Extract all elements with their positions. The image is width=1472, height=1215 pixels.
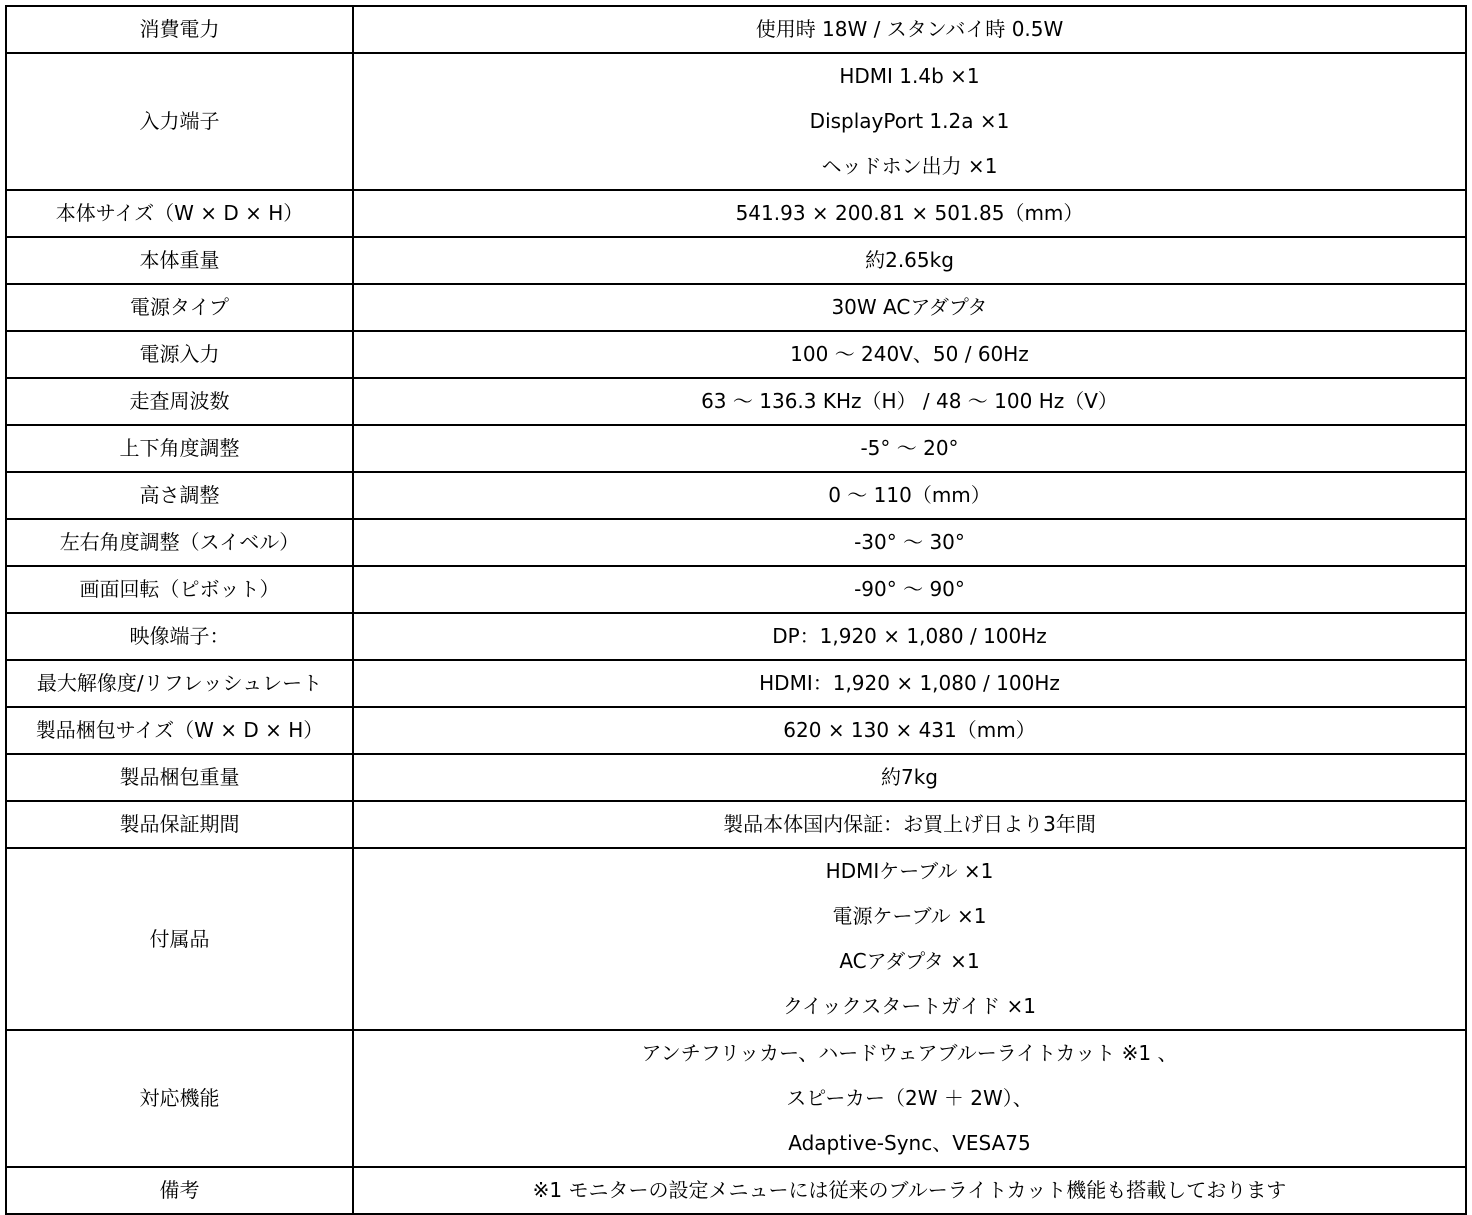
spec-value-line: 約2.65kg: [865, 248, 954, 272]
spec-label: [6, 378, 353, 425]
table-row: [6, 707, 1466, 754]
spec-label: [6, 237, 353, 284]
table-row: [6, 848, 1466, 1030]
spec-label: [6, 190, 353, 237]
spec-value: [353, 754, 1466, 801]
table-row: [6, 284, 1466, 331]
spec-label-text: 対応機能: [139, 1086, 220, 1110]
spec-label: [6, 566, 353, 613]
table-row: [6, 53, 1466, 190]
spec-label-text: 本体重量: [139, 248, 220, 272]
spec-label: [6, 613, 353, 660]
table-row: [6, 190, 1466, 237]
spec-label-text: 上下角度調整: [119, 436, 240, 460]
spec-label-text: 電源タイプ: [130, 295, 229, 319]
spec-value: [353, 660, 1466, 707]
table-row: [6, 472, 1466, 519]
spec-value-line: -90° ～ 90°: [854, 577, 965, 601]
spec-value: [353, 566, 1466, 613]
spec-value-line: HDMI：1,920 × 1,080 / 100Hz: [759, 671, 1060, 695]
spec-label: [6, 284, 353, 331]
table-row: [6, 660, 1466, 707]
spec-value: [353, 1030, 1466, 1167]
spec-value: [353, 1167, 1466, 1214]
table-row: [6, 1167, 1466, 1214]
spec-value: [353, 707, 1466, 754]
spec-label-text: 製品梱包サイズ（W × D × H）: [35, 718, 324, 742]
spec-value: [353, 848, 1466, 1030]
spec-value-line: 0 ～ 110（mm）: [828, 483, 991, 507]
spec-value-line: 620 × 130 × 431（mm）: [783, 718, 1036, 742]
spec-value: [353, 284, 1466, 331]
spec-value-line: DisplayPort 1.2a ×1: [809, 109, 1010, 133]
spec-label-text: 入力端子: [139, 109, 220, 133]
spec-value: [353, 613, 1466, 660]
spec-value-line: -30° ～ 30°: [854, 530, 965, 554]
table-row: [6, 519, 1466, 566]
spec-value-line: HDMI 1.4b ×1: [839, 64, 980, 88]
spec-value: [353, 472, 1466, 519]
spec-label-text: 走査周波数: [129, 389, 230, 413]
spec-label-text: 左右角度調整（スイベル）: [59, 530, 300, 554]
spec-value-line: Adaptive-Sync、VESA75: [788, 1131, 1031, 1155]
spec-label-text: 備考: [159, 1178, 200, 1202]
spec-table-body: [6, 6, 1466, 1214]
spec-value-line: 約7kg: [880, 765, 938, 789]
table-row: [6, 378, 1466, 425]
spec-value-line: ヘッドホン出力 ×1: [821, 154, 998, 178]
table-row: [6, 754, 1466, 801]
spec-label: [6, 801, 353, 848]
spec-label: [6, 6, 353, 53]
spec-label: [6, 53, 353, 190]
spec-table: [5, 5, 1467, 1215]
spec-value-line: 63 ～ 136.3 KHz（H） / 48 ～ 100 Hz（V）: [701, 389, 1118, 413]
spec-label: [6, 660, 353, 707]
table-row: [6, 566, 1466, 613]
spec-label-text: 画面回転（ピボット）: [79, 577, 280, 601]
spec-value: [353, 190, 1466, 237]
table-row: [6, 331, 1466, 378]
spec-label: [6, 519, 353, 566]
spec-label: [6, 848, 353, 1030]
spec-value-line: 541.93 × 200.81 × 501.85（mm）: [735, 201, 1084, 225]
spec-value-line: 30W ACアダプタ: [831, 295, 988, 319]
spec-value: [353, 331, 1466, 378]
spec-value-line: ※1 モニターの設定メニューには従来のブルーライトカット機能も搭載しております: [532, 1178, 1287, 1202]
table-row: [6, 1030, 1466, 1167]
spec-label: [6, 754, 353, 801]
spec-label: [6, 1167, 353, 1214]
table-row: [6, 425, 1466, 472]
spec-label: [6, 472, 353, 519]
table-row: [6, 237, 1466, 284]
spec-value: [353, 378, 1466, 425]
spec-value-line: アンチフリッカー、ハードウェアブルーライトカット ※1 、: [641, 1041, 1178, 1065]
spec-label-text: 映像端子：: [129, 624, 230, 648]
spec-value: [353, 519, 1466, 566]
spec-value-line: -5° ～ 20°: [860, 436, 959, 460]
spec-value-line: 100 ～ 240V、50 / 60Hz: [790, 342, 1029, 366]
spec-label-text: 消費電力: [139, 17, 220, 41]
table-row: [6, 6, 1466, 53]
spec-label-text: 本体サイズ（W × D × H）: [55, 201, 304, 225]
table-row: [6, 801, 1466, 848]
spec-value-line: 電源ケーブル ×1: [832, 904, 987, 928]
spec-label-text: 付属品: [149, 926, 210, 951]
spec-label-text: 製品梱包重量: [119, 765, 240, 789]
spec-label: [6, 331, 353, 378]
spec-value-line: DP：1,920 × 1,080 / 100Hz: [772, 624, 1047, 648]
spec-label-text: 製品保証期間: [119, 812, 240, 836]
spec-label-text: 電源入力: [139, 342, 220, 366]
spec-value: [353, 6, 1466, 53]
spec-label: [6, 1030, 353, 1167]
spec-value: [353, 53, 1466, 190]
table-row: [6, 613, 1466, 660]
spec-value-line: HDMIケーブル ×1: [825, 859, 994, 883]
spec-value-line: クイックスタートガイド ×1: [782, 994, 1037, 1018]
spec-value: [353, 801, 1466, 848]
spec-value: [353, 237, 1466, 284]
spec-value-line: ACアダプタ ×1: [839, 949, 980, 973]
spec-value-line: 使用時 18W / スタンバイ時 0.5W: [755, 17, 1064, 41]
spec-label: [6, 425, 353, 472]
spec-value-line: スピーカー（2W ＋ 2W）、: [786, 1086, 1033, 1110]
spec-label-text: 最大解像度/リフレッシュレート: [36, 671, 323, 695]
spec-label-text: 高さ調整: [139, 483, 220, 507]
spec-label: [6, 707, 353, 754]
spec-value-line: 製品本体国内保証：お買上げ日より3年間: [723, 812, 1096, 836]
spec-value: [353, 425, 1466, 472]
